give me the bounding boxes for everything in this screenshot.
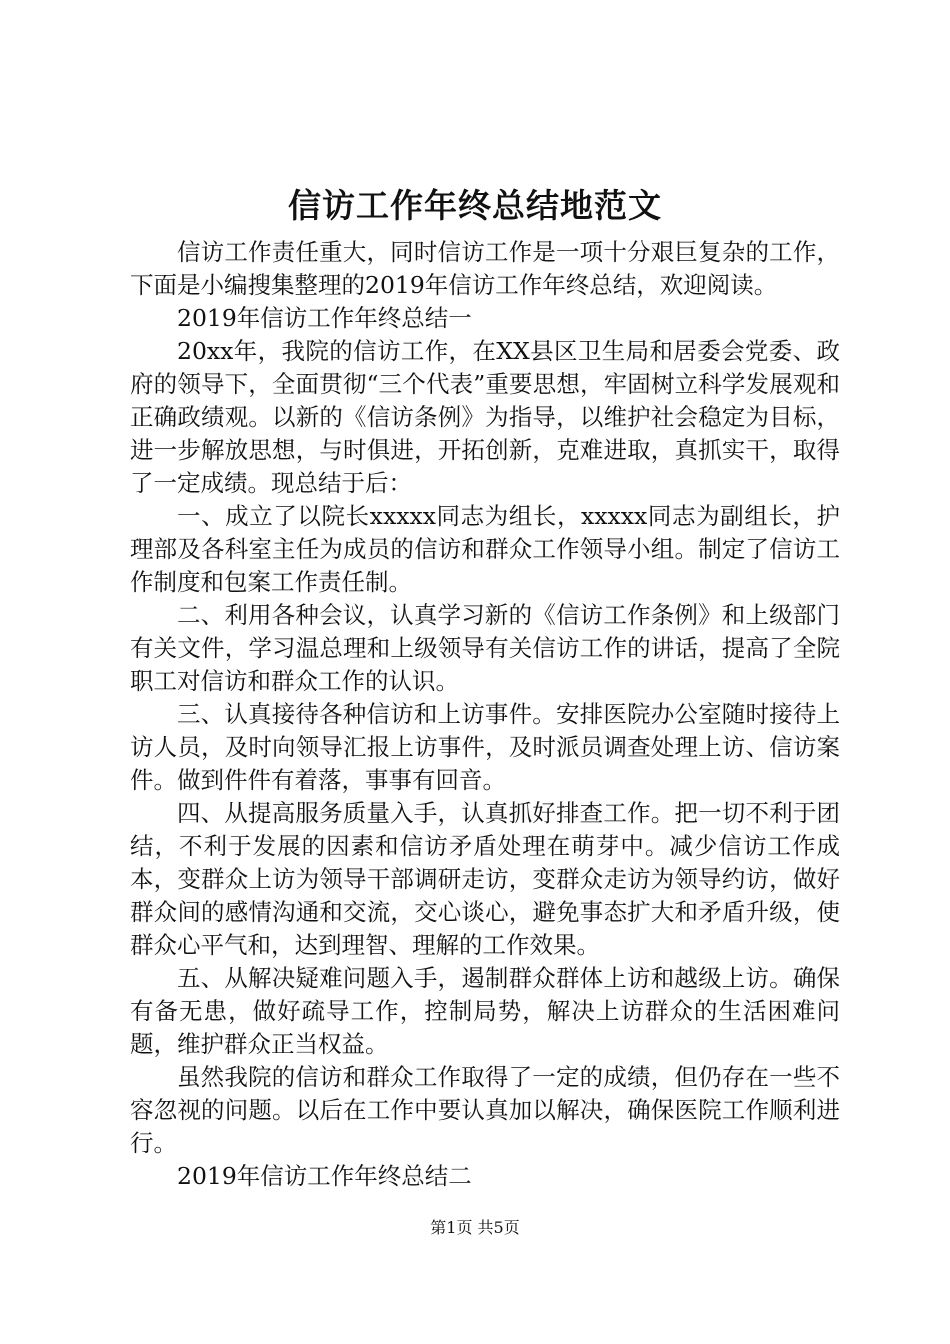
paragraph-item-3: 三、认真接待各种信访和上访事件。安排医院办公室随时接待上访人员，及时向领导汇报上访事件，及时派员调查处理上访、信访案件。做到件件有着落，事事有回音。 [130,700,840,794]
paragraph-overview: 20xx年，我院的信访工作，在XX县区卫生局和居委会党委、政府的领导下，全面贯彻“三个代表”重要思想，牢固树立科学发展观和正确政绩观。以新的《信访条例》为指导，以维护社会稳定为目标，进一步解放思想，与时俱进，开拓创新，克难进取，真抓实干，取得了一定成绩。现总结于后： [130,337,840,497]
paragraph-item-4: 四、从提高服务质量入手，认真抓好排查工作。把一切不利于团结，不利于发展的因素和信访矛盾处理在萌芽中。减少信访工作成本，变群众上访为领导干部调研走访，变群众走访为领导约访，做好群众间的感情沟通和交流，交心谈心，避免事态扩大和矛盾升级，使群众心平气和，达到理智、理解的工作效果。 [130,799,840,959]
document-body [130,236,840,1193]
paragraph-intro: 信访工作责任重大，同时信访工作是一项十分艰巨复杂的工作，下面是小编搜集整理的2019年信访工作年终总结，欢迎阅读。 [130,238,840,299]
paragraph-conclusion: 虽然我院的信访和群众工作取得了一定的成绩，但仍存在一些不容忽视的问题。以后在工作中要认真加以解决，确保医院工作顺利进行。 [130,1063,840,1157]
paragraph-item-2: 二、利用各种会议，认真学习新的《信访工作条例》和上级部门有关文件，学习温总理和上级领导有关信访工作的讲话，提高了全院职工对信访和群众工作的认识。 [130,601,840,695]
document-title: 信访工作年终总结地范文 [288,186,662,225]
section-heading-one: 2019年信访工作年终总结一 [177,304,472,332]
section-heading-two: 2019年信访工作年终总结二 [177,1162,472,1190]
paragraph-item-1: 一、成立了以院长xxxxx同志为组长，xxxxx同志为副组长，护理部及各科室主任为成员的信访和群众工作领导小组。制定了信访工作制度和包案工作责任制。 [130,502,840,596]
paragraph-item-5: 五、从解决疑难问题入手，遏制群众群体上访和越级上访。确保有备无患，做好疏导工作，控制局势，解决上访群众的生活困难问题，维护群众正当权益。 [130,964,840,1058]
page-footer: 第1页 共5页 [430,1218,520,1237]
